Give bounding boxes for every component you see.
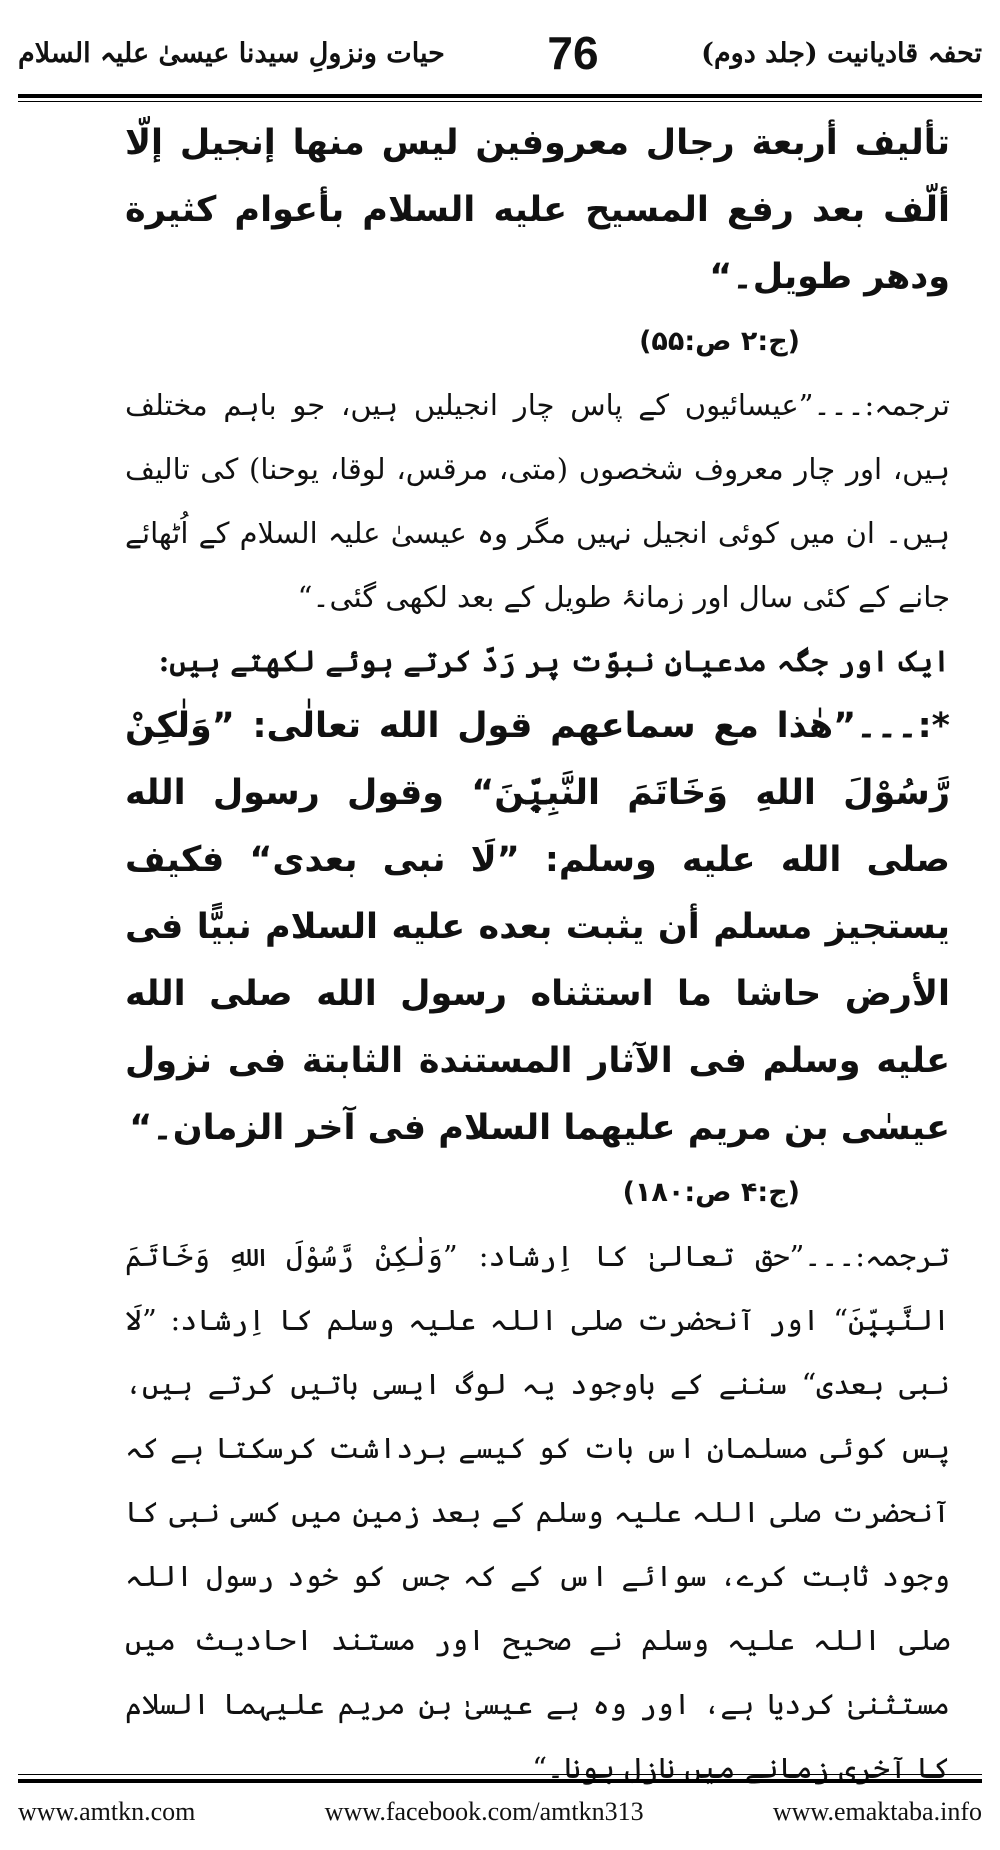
footer-link-facebook[interactable]: www.facebook.com/amtkn313: [324, 1797, 644, 1826]
footer-rule-thin: [18, 1774, 982, 1775]
urdu-translation-1: ترجمہ:۔۔۔”عیسائیوں کے پاس چار انجیلیں ہیں، جو باہم مختلف ہیں، اور چار معروف شخصوں (متی، مرقس، لوقا، یوحنا) کی تالیف ہیں۔ ان میں کوئی انجیل نہیں مگر وہ عیسیٰ علیہ السلام کے اُٹھائے جانے کے کئی سال اور زمانۂ طویل کے بعد لکھی گئی۔“: [125, 388, 950, 614]
footer-link-amtkn[interactable]: www.amtkn.com: [18, 1797, 196, 1826]
page-number: 76: [547, 27, 599, 79]
reference-1: (ج:۲ ص:۵۵): [639, 326, 800, 357]
urdu-translation-2: ترجمہ:۔۔۔”حق تعالیٰ کا اِرشاد: ”وَلٰكِنْ رَّسُوْلَ اللهِ وَخَاتَمَ النَّبِيّٖنَ“ اور آنحضرت صلی اللہ علیہ وسلم کا اِرشاد: ”لَا نبی بعدی“ سننے کے باوجود یہ لوگ ایسی باتیں کرتے ہیں، پس کوئی مسلمان اس بات کو کیسے برداشت کرسکتا ہے کہ آنحضرت صلی اللہ علیہ وسلم کے بعد زمین میں کسی نبی کا وجود ثابت کرے، سوائے اس کے کہ جس کو خود رسول اللہ صلی اللہ علیہ وسلم نے صحیح اور مستند احادیث میں مستثنیٰ کردیا ہے، اور وہ ہے عیسیٰ بن مریم علیہما السلام کا آخری زمانے میں نازل ہونا۔“: [125, 1239, 950, 1785]
page-footer: [18, 1797, 982, 1827]
book-title: تحفہ قادیانیت (جلد دوم): [701, 37, 982, 69]
page-header: [18, 18, 982, 88]
arabic-quote-1: تأليف أربعة رجال معروفين ليس منها إنجيل إلّا ألّف بعد رفع المسيح عليه السلام بأعوام كثيرة ودهر طويل۔“: [125, 123, 950, 297]
header-rule-thin: [18, 101, 982, 102]
footer-link-emaktaba[interactable]: www.emaktaba.info: [772, 1797, 982, 1826]
urdu-intro-2: ایک اور جگہ مدعیانِ نبوّت پر رَدّ کرتے ہوئے لکھتے ہیں:: [158, 644, 950, 678]
header-rule-thick: [18, 94, 982, 98]
footer-rule-thick: [18, 1779, 982, 1783]
arabic-quote-2: *:۔۔۔”هٰذا مع سماعهم قول الله تعالٰى: ”وَلٰكِنْ رَّسُوْلَ اللهِ وَخَاتَمَ النَّبِيّٖنَ“ وقول رسول الله صلى الله عليه وسلم: ”لَا نبى بعدى“ فكيف يستجيز مسلم أن يثبت بعده عليه السلام نبيًّا فى الأرض حاشا ما استثناه رسول الله صلى الله عليه وسلم فى الآثار المستندة الثابتة فى نزول عيسٰى بن مريم عليهما السلام فى آخر الزمان۔“: [125, 706, 950, 1148]
chapter-title: حیات ونزولِ سیدنا عیسیٰ علیہ السلام: [18, 37, 445, 69]
page-body: [125, 110, 950, 1800]
reference-2: (ج:۴ ص:۱۸۰): [622, 1177, 800, 1208]
